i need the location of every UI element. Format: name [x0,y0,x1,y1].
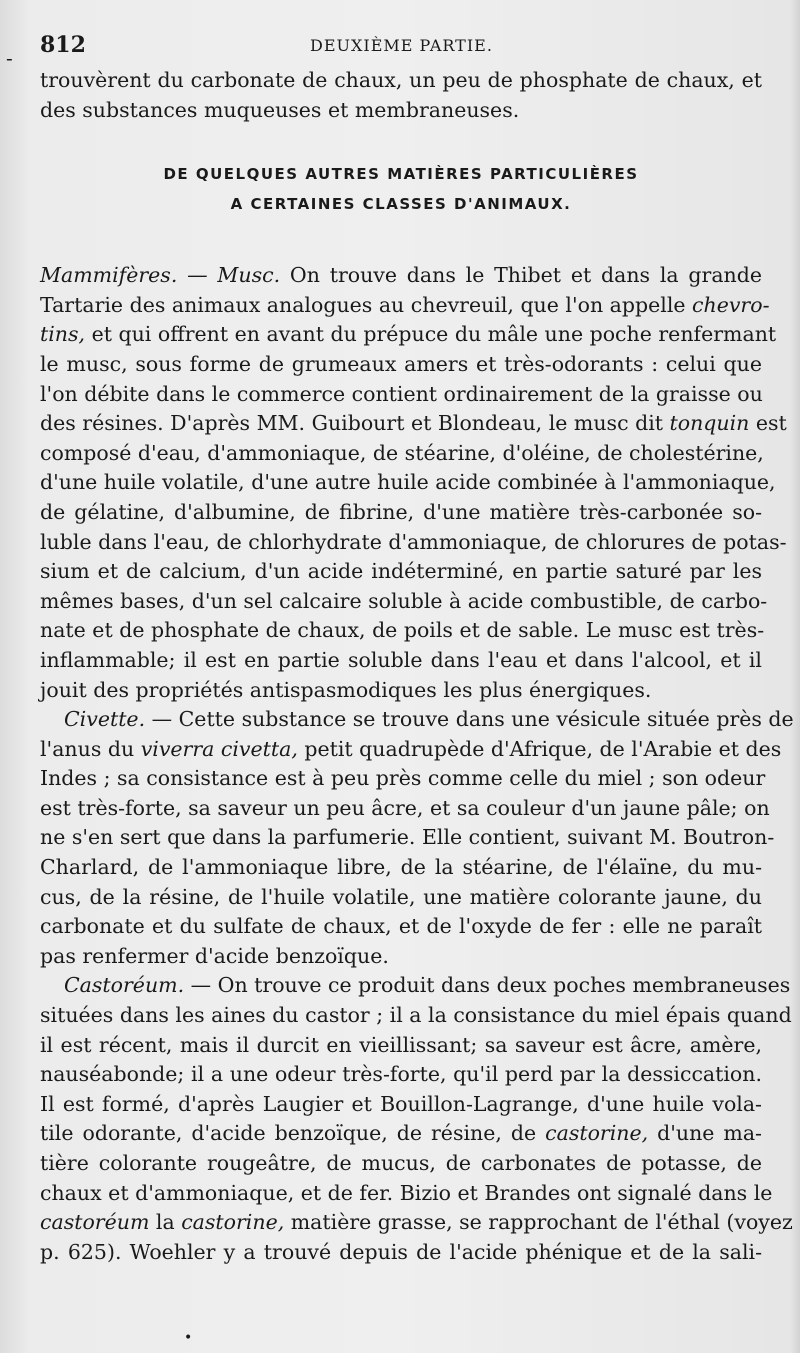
text-run: Charlard, de l'ammoniaque libre, de la stéarine, de l'élaïne, du mu- [40,855,762,880]
text-line [40,557,762,587]
text-line [40,291,770,321]
italic-run: Mammifères. — Musc. [40,263,281,288]
text-line [40,616,765,646]
italic-run: tonquin [669,411,750,436]
page-header [40,32,762,62]
text-run: d'une huile volatile, d'une autre huile acide combinée à l'ammoniaque, [40,470,776,495]
text-line [40,96,762,126]
text-run: des substances muqueuses et membraneuses. [40,97,520,122]
text-run: est [749,411,787,436]
italic-run: Civette. [64,707,146,732]
text-run: Tartarie des animaux analogues au chevreuil, que l'on appelle [40,292,693,317]
italic-run: chevro- [692,292,770,317]
text-line [40,853,762,883]
text-line [40,587,768,617]
text-run: petit quadrupède d'Afrique, de l'Arabie et des [297,736,782,761]
text-line [40,409,787,439]
bottom-mark: • [184,1330,193,1346]
spacer [40,125,762,159]
text-run: situées dans les aines du castor ; il a la consistance du miel épais quand [40,1003,792,1028]
text-run: de gélatine, d'albumine, de fibrine, d'une matière très-carbonée so- [40,499,762,524]
text-line [40,1238,762,1268]
text-run: tile odorante, d'acide benzoïque, de résine, de [40,1121,546,1146]
section-heading: DE QUELQUES AUTRES MATIÈRES PARTICULIÈRES [163,165,639,184]
text-run: luble dans l'eau, de chlorhydrate d'ammoniaque, de chlorures de potas- [40,529,787,554]
text-run: — Cette substance se trouve dans une vésicule située près de [145,707,794,732]
text-line [40,942,762,972]
text-line [40,1208,793,1238]
italic-run: tins, [40,322,86,347]
text-run: sium et de calcium, d'un acide indéterminé, en partie saturé par les [40,559,762,584]
text-run: nate et de phosphate de chaux, de poils et de sable. Le musc est très- [40,618,765,643]
italic-run: castoréum [40,1210,150,1235]
text-line [40,764,766,794]
italic-run: castorine, [545,1121,649,1146]
text-line [40,1179,773,1209]
text-run: l'on débite dans le commerce contient ordinairement de la graisse ou [40,381,763,406]
text-line [40,1119,762,1149]
text-run: matière grasse, se rapprochant de l'éthal (voyez [284,1210,793,1235]
text-line [40,320,777,350]
text-run: p. 625). Woehler y a trouvé depuis de l'acide phénique et de la sali- [40,1239,762,1264]
text-run: carbonate et du sulfate de chaux, et de l'oxyde de fer : elle ne paraît [40,914,762,939]
text-run: le musc, sous forme de grumeaux amers et très-odorants : celui que [40,351,762,376]
text-line [40,735,782,765]
text-run: composé d'eau, d'ammoniaque, de stéarine, d'oléine, de cholestérine, [40,440,764,465]
text-run: il est récent, mais il durcit en vieillissant; sa saveur est âcre, amère, [40,1032,762,1057]
italic-run: Castoréum. [64,973,185,998]
text-run: — On trouve ce produit dans deux poches membraneuses [184,973,791,998]
text-run: mêmes bases, d'un sel calcaire soluble à acide combustible, de carbo- [40,588,768,613]
running-head: DEUXIÈME PARTIE. [310,36,493,55]
spacer [40,219,762,261]
text-run: pas renfermer d'acide benzoïque. [40,943,389,968]
text-run: cus, de la résine, de l'huile volatile, une matière colorante jaune, du [40,884,762,909]
body-text [40,66,794,1267]
text-run: ne s'en sert que dans la parfumerie. Elle contient, suivant M. Boutron- [40,825,775,850]
text-run: jouit des propriétés antispasmodiques les plus énergiques. [40,677,652,702]
text-run: On trouve dans le Thibet et dans la grande [280,263,763,288]
text-line [40,468,776,498]
text-line [40,1031,762,1061]
text-line [40,705,794,735]
text-line [40,261,762,291]
margin-mark: - [6,46,13,70]
text-line [40,380,762,410]
text-line [40,439,762,469]
text-run: trouvèrent du carbonate de chaux, un peu de phosphate de chaux, et [40,68,762,92]
text-run: l'anus du [40,736,141,761]
text-run: d'une ma- [648,1121,762,1146]
italic-run: viverra civetta, [140,736,298,761]
text-run: chaux et d'ammoniaque, et de fer. Bizio et Brandes ont signalé dans le [40,1180,773,1205]
text-run: nauséabonde; il a une odeur très-forte, qu'il perd par la dessiccation. [40,1062,762,1087]
italic-run: castorine, [181,1210,285,1235]
text-line [40,528,787,558]
text-line [40,676,762,706]
text-line [40,912,762,942]
text-line [40,66,762,96]
text-line [40,971,791,1001]
text-run: des résines. D'après MM. Guibourt et Blondeau, le musc dit [40,411,670,436]
text-run: inflammable; il est en partie soluble dans l'eau et dans l'alcool, et il [40,647,762,672]
section-heading: A CERTAINES CLASSES D'ANIMAUX. [230,195,572,214]
text-run: et qui offrent en avant du prépuce du mâle une poche renfermant [85,322,777,347]
text-line [40,1060,762,1090]
text-line [40,1090,762,1120]
text-line [40,823,775,853]
text-line [40,1001,792,1031]
text-run: la [149,1210,182,1235]
text-line [40,646,762,676]
page-number: 812 [40,32,86,58]
text-run: Indes ; sa consistance est à peu près comme celle du miel ; son odeur [40,766,766,791]
text-line [40,350,762,380]
text-run: Il est formé, d'après Laugier et Bouillon-Lagrange, d'une huile vola- [40,1091,762,1116]
text-line [40,883,762,913]
text-run: est très-forte, sa saveur un peu âcre, et sa couleur d'un jaune pâle; on [40,795,770,820]
text-line [40,1149,762,1179]
text-run: tière colorante rougeâtre, de mucus, de carbonates de potasse, de [40,1151,762,1175]
text-line [40,498,762,528]
text-line [40,794,770,824]
